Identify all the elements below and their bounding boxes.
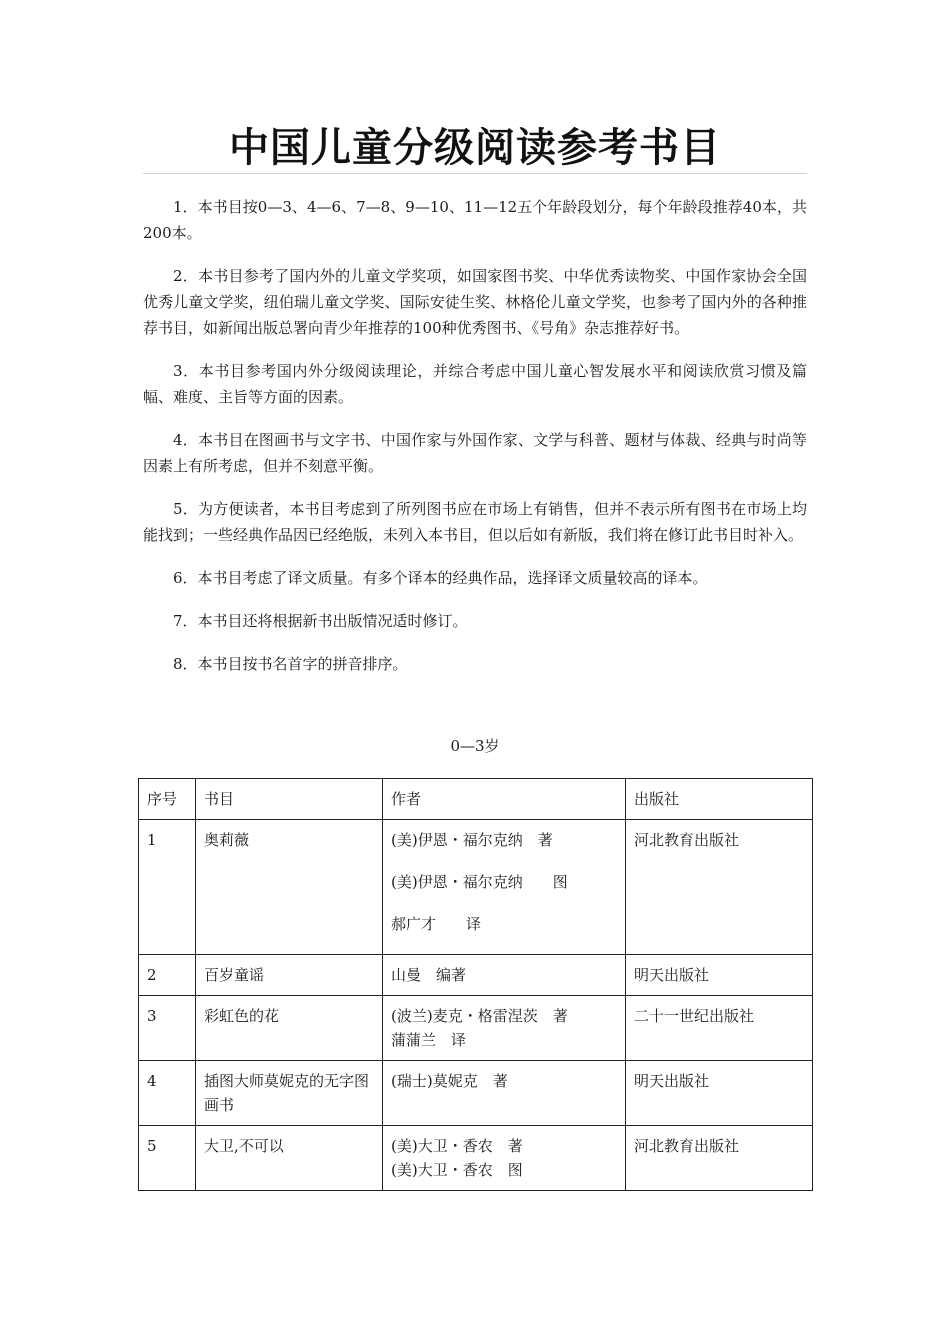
table-row [139, 820, 813, 955]
note-paragraph: 5．为方便读者，本书目考虑到了所列图书应在市场上有销售，但并不表示所有图书在市场上均能找到；一些经典作品因已经绝版，未列入本书目，但以后如有新版，我们将在修订此书目时补入。 [143, 500, 807, 544]
book-table [138, 778, 813, 1191]
row-publisher: 明天出版社 [626, 955, 813, 996]
age-group-heading: 0—3岁 [450, 737, 500, 755]
row-number: 5 [139, 1126, 196, 1191]
row-title: 大卫,不可以 [196, 1126, 383, 1191]
author-line: 山曼 编著 [391, 966, 467, 984]
note-paragraph: 8．本书目按书名首字的拼音排序。 [173, 655, 408, 673]
row-authors [383, 1126, 626, 1191]
row-title: 彩虹色的花 [196, 996, 383, 1061]
author-line: (美)伊恩・福尔克纳 图 [391, 873, 568, 891]
author-line: (美)大卫・香农 著 [391, 1137, 523, 1155]
table-row [139, 996, 813, 1061]
table-row [139, 1061, 813, 1126]
row-publisher: 河北教育出版社 [626, 1126, 813, 1191]
row-publisher: 河北教育出版社 [626, 820, 813, 955]
row-publisher: 明天出版社 [626, 1061, 813, 1126]
note-paragraph: 6．本书目考虑了译文质量。有多个译本的经典作品，选择译文质量较高的译本。 [173, 569, 708, 587]
row-authors [383, 820, 626, 955]
author-line: (美)大卫・香农 图 [391, 1161, 523, 1179]
row-number: 2 [139, 955, 196, 996]
header-author: 作者 [383, 779, 626, 820]
header-publisher: 出版社 [626, 779, 813, 820]
table-row [139, 955, 813, 996]
note-paragraph: 3．本书目参考国内外分级阅读理论，并综合考虑中国儿童心智发展水平和阅读欣赏习惯及篇幅、难度、主旨等方面的因素。 [143, 362, 807, 406]
header-title: 书目 [196, 779, 383, 820]
row-authors [383, 1061, 626, 1126]
note-paragraph: 4．本书目在图画书与文字书、中国作家与外国作家、文学与科普、题材与体裁、经典与时尚等因素上有所考虑，但并不刻意平衡。 [143, 431, 807, 475]
title-divider [143, 173, 807, 174]
page-title: 中国儿童分级阅读参考书目 [229, 125, 721, 171]
row-number: 3 [139, 996, 196, 1061]
row-number: 1 [139, 820, 196, 955]
row-title: 百岁童谣 [196, 955, 383, 996]
author-line: 蒲蒲兰 译 [391, 1031, 467, 1049]
note-paragraph: 1．本书目按0—3、4—6、7—8、9—10、11—12五个年龄段划分，每个年龄段推荐40本，共200本。 [143, 198, 807, 242]
row-authors [383, 996, 626, 1061]
author-line: (美)伊恩・福尔克纳 著 [391, 831, 553, 849]
note-paragraph: 2．本书目参考了国内外的儿童文学奖项，如国家图书奖、中华优秀读物奖、中国作家协会全国优秀儿童文学奖，纽伯瑞儿童文学奖、国际安徒生奖、林格伦儿童文学奖，也参考了国内外的各种推荐书目，如新闻出版总署向青少年推荐的100种优秀图书、《号角》杂志推荐好书。 [143, 267, 807, 337]
author-line: (波兰)麦克・格雷涅茨 著 [391, 1007, 568, 1025]
author-line: (瑞士)莫妮克 著 [391, 1072, 508, 1090]
row-title: 插图大师莫妮克的无字图画书 [196, 1061, 383, 1126]
note-paragraph: 7．本书目还将根据新书出版情况适时修订。 [173, 612, 468, 630]
row-authors [383, 955, 626, 996]
header-number: 序号 [139, 779, 196, 820]
author-line: 郝广才 译 [391, 915, 482, 933]
table-header-row [139, 779, 813, 820]
notes-section [143, 194, 807, 694]
row-title: 奥莉薇 [196, 820, 383, 955]
row-publisher: 二十一世纪出版社 [626, 996, 813, 1061]
table-row [139, 1126, 813, 1191]
row-number: 4 [139, 1061, 196, 1126]
